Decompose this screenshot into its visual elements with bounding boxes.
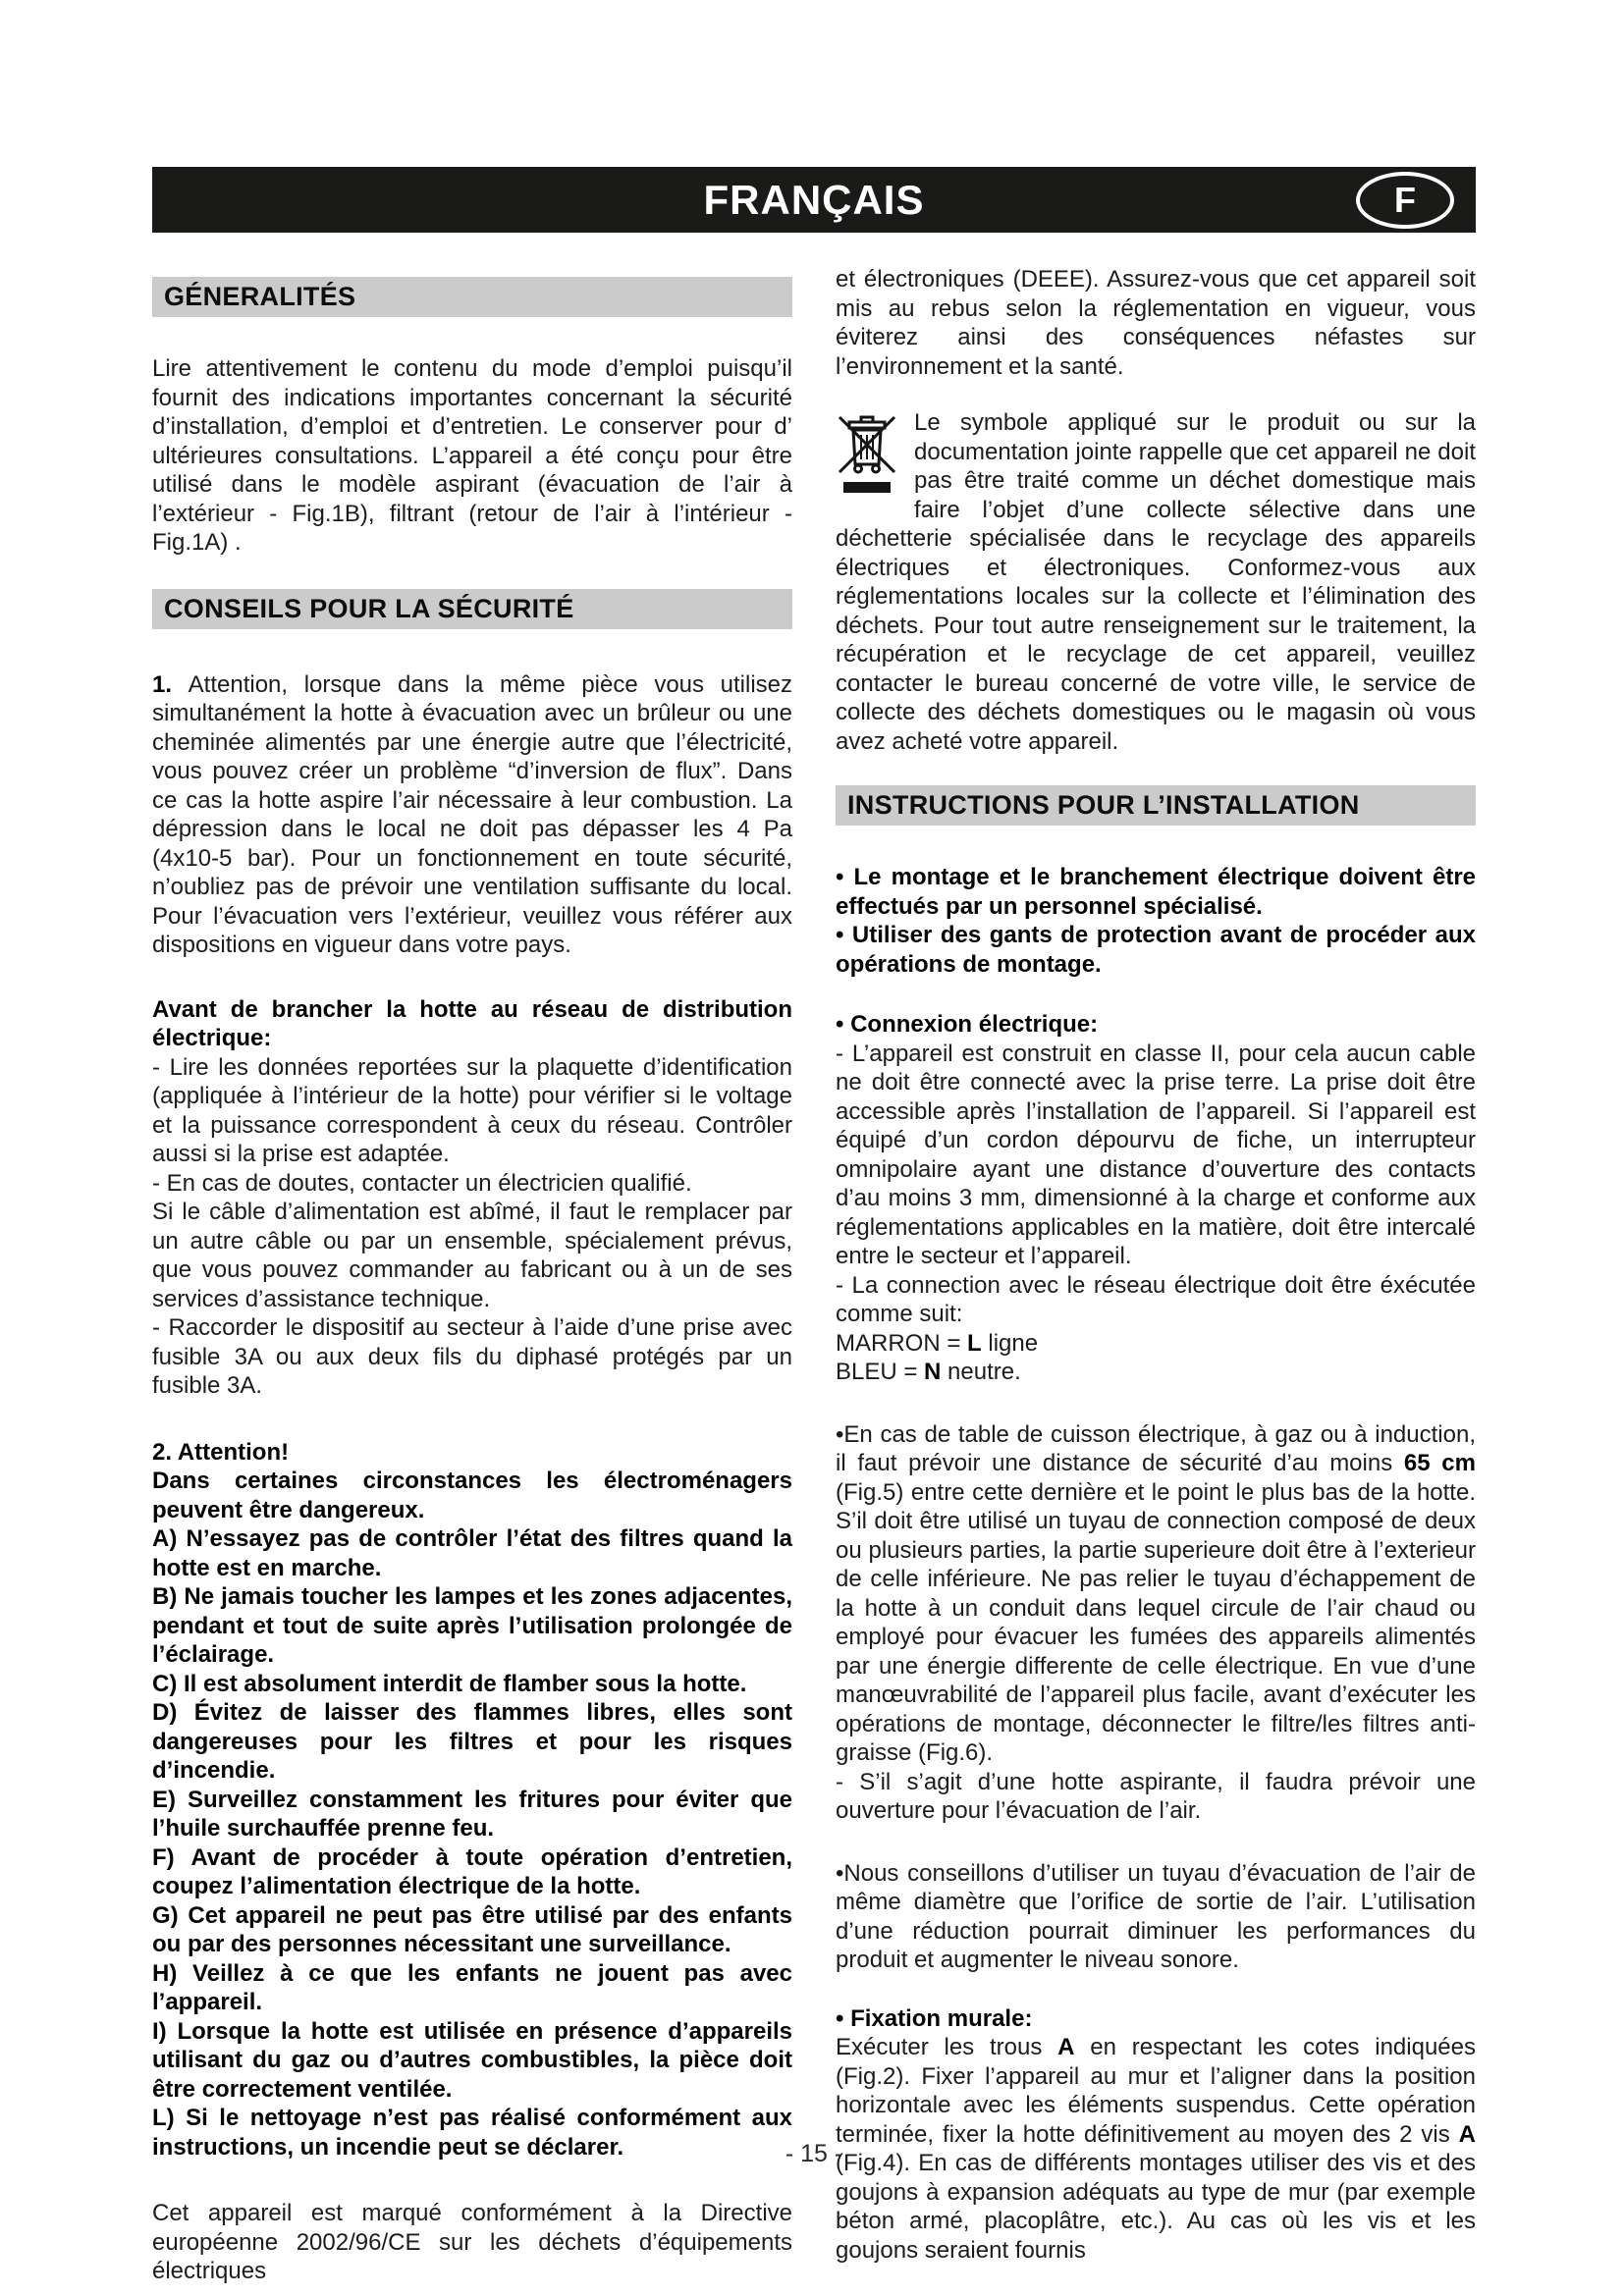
text-run: - La connection avec le réseau électrique doit être éxécutée comme suit: <box>836 1271 1476 1327</box>
text-run: (Fig.4). En cas de différents montages utiliser des vis et des goujons à expansion adéquats au type de mur (par exemple béton armé, placoplâtre, etc.). Au cas où les vis et les goujons seraient fournis <box>836 2150 1476 2264</box>
text-run: •Nous conseillons d’utiliser un tuyau d’évacuation de l’air de même diamètre que l’orifice de sortie de l’air. L’utilisation d’une réduction pourrait diminuer les performances du produit et augmenter le niveau sonore. <box>836 1859 1476 1973</box>
bold-text-run: Dans certaines circonstances les électroménagers peuvent être dangereux. <box>152 1468 792 1523</box>
paragraph <box>152 2017 792 2105</box>
text-run: ligne <box>981 1329 1039 1357</box>
bold-text-run: D) Évitez de laisser des flammes libres, elles sont dangereuses pour les filtres et pour les risques d’incendie. <box>152 1699 792 1784</box>
text-run: Exécuter les trous <box>836 2034 1058 2060</box>
text-run: - Raccorder le dispositif au secteur à l’aide d’une prise avec fusible 3A ou aux deux fils du diphasé protégés par un fusible 3A. <box>152 1314 792 1399</box>
paragraph <box>152 2199 792 2286</box>
paragraph <box>152 1053 792 1169</box>
text-run: MARRON = <box>836 1329 968 1357</box>
paragraph <box>836 1010 1476 1040</box>
bold-text-run: Avant de brancher la hotte au réseau de distribution électrique: <box>152 995 792 1051</box>
weee-crossed-bin-icon <box>836 413 898 507</box>
text-run: CONSEILS POUR LA SÉCURITÉ <box>164 593 574 623</box>
text-run: •En cas de table de cuisson électrique, à gaz ou à induction, il faut prévoir une distance de sécurité d’au moins <box>836 1420 1476 1476</box>
bold-text-run: • Le montage et le branchement électrique doivent être effectués par un personnel spécialisé. <box>836 864 1476 920</box>
text-run: Cet appareil est marqué conformément à la Directive européenne 2002/96/CE sur les déchets d’équipements électriques <box>152 2200 792 2284</box>
paragraph <box>152 1901 792 1959</box>
bold-text-run: L) Si le nettoyage n’est pas réalisé conformément aux instructions, un incendie peut se déclarer. <box>152 2105 792 2161</box>
bold-text-run: A) N’essayez pas de contrôler l’état des filtres quand la hotte est en marche. <box>152 1525 792 1581</box>
language-header-bar <box>152 167 1476 233</box>
section-heading <box>152 277 792 317</box>
paragraph <box>152 1582 792 1670</box>
text-run: - En cas de doutes, contacter un électricien qualifié. <box>152 1169 692 1197</box>
bold-text-run: B) Ne jamais toucher les lampes et les zones adjacentes, pendant et tout de suite après l’utilisation prolongée de l’éclairage. <box>152 1583 792 1668</box>
paragraph <box>152 1959 792 2017</box>
bold-text-run: L <box>967 1329 982 1357</box>
bold-text-run: N <box>924 1359 942 1385</box>
paragraph <box>152 1843 792 1901</box>
paragraph <box>836 408 1476 756</box>
paragraph <box>152 670 792 960</box>
text-run: en respectant les cotes indiquées (Fig.2). Fixer l’appareil au mur et l’aligner dans la position horizontale avec les éléments suspendus. Cette opération terminée, fixer la hotte définitivement au moyen des 2 vis <box>836 2034 1476 2148</box>
language-f-badge <box>1356 172 1454 229</box>
text-run: - S’il s’agit d’une hotte aspirante, il faudra prévoir une ouverture pour l’évacuation de l’air. <box>836 1768 1476 1824</box>
paragraph <box>836 1271 1476 1329</box>
page-footer <box>152 2140 1476 2168</box>
paragraph <box>152 1467 792 1524</box>
left-column <box>152 263 792 2286</box>
paragraph <box>152 1198 792 1313</box>
paragraph <box>152 354 792 558</box>
section-heading <box>836 785 1476 826</box>
bold-text-run: E) Surveillez constamment les fritures pour éviter que l’huile surchauffée prenne feu. <box>152 1786 792 1842</box>
paragraph <box>836 265 1476 381</box>
page-title: FRANÇAIS <box>703 176 925 223</box>
text-run: BLEU = <box>836 1359 925 1385</box>
bold-text-run: • Connexion électrique: <box>836 1011 1099 1038</box>
bold-text-run: 2. Attention! <box>152 1438 290 1466</box>
right-column <box>836 263 1476 2265</box>
language-f-badge-letter: F <box>1394 179 1416 220</box>
paragraph <box>836 2004 1476 2034</box>
paragraph <box>836 1420 1476 1768</box>
text-run: Si le câble d’alimentation est abîmé, il faut le remplacer par un autre câble ou par un ensemble, spécialement prévus, que vous pouvez commander au fabricant ou à un de ses services d’assistance technique. <box>152 1199 792 1312</box>
text-run: - Lire les données reportées sur la plaquette d’identification (appliquée à l’intérieur de la hotte) pour vérifier si le voltage et la puissance correspondent à ceux du réseau. Contrôler aussi si la prise est adaptée. <box>152 1053 792 1167</box>
paragraph <box>836 921 1476 979</box>
bold-text-run: H) Veillez à ce que les enfants ne jouent pas avec l’appareil. <box>152 1959 792 2015</box>
paragraph <box>836 1859 1476 1975</box>
text-run: Lire attentivement le contenu du mode d’emploi puisqu’il fournit des indications importantes concernant la sécurité d’installation, d’emploi et d’entretien. Le conserver pour d’ ultérieures consultations. L’appareil a été conçu pour être utilisé dans le modèle aspirant (évacuation de l’air à l’extérieur - Fig.1B), filtrant (retour de l’air à l’intérieur - Fig.1A) . <box>152 355 792 556</box>
bold-text-run: I) Lorsque la hotte est utilisée en présence d’appareils utilisant du gaz ou d’autres combustibles, la pièce doit être correctement ventilée. <box>152 2017 792 2103</box>
text-run: (Fig.5) entre cette dernière et le point le plus bas de la hotte. S’il doit être utilisé un tuyau de connection composé de deux ou plusieurs parties, la partie superieure doit être à l’exterieur de celle inférieure. Ne pas relier le tuyau d’échappement de la hotte à un conduit dans lequel circule de l’air chaud ou employé pour évacuer les fumées des appareils alimentés par une énergie differente de celle électrique. En vue d’une manœuvrabilité de l’appareil plus facile, avant d’exécuter les opérations de montage, déconnecter le filtre/les filtres anti-graisse (Fig.6). <box>836 1478 1476 1766</box>
bold-text-run: • Fixation murale: <box>836 2004 1033 2032</box>
paragraph <box>836 863 1476 921</box>
paragraph <box>836 1358 1476 1387</box>
paragraph <box>836 1329 1476 1359</box>
bold-text-run: 65 cm <box>1403 1450 1476 1476</box>
bold-text-run: C) Il est absolument interdit de flamber sous la hotte. <box>152 1670 747 1697</box>
text-run: neutre. <box>941 1359 1021 1385</box>
text-run: GÉNERALITÉS <box>164 282 356 311</box>
bold-text-run: A <box>1057 2034 1075 2060</box>
paragraph <box>152 1670 792 1699</box>
page-number: - 15 - <box>785 2140 843 2167</box>
paragraph <box>152 1698 792 1786</box>
section-heading <box>152 589 792 629</box>
text-run: et électroniques (DEEE). Assurez-vous que cet appareil soit mis au rebus selon la réglementation en vigueur, vous éviterez ainsi des conséquences néfastes sur l’environnement et la santé. <box>836 266 1476 380</box>
paragraph <box>836 1040 1476 1271</box>
two-column-layout <box>152 263 1476 2286</box>
paragraph <box>152 1169 792 1199</box>
paragraph <box>836 1768 1476 1826</box>
bold-text-run: G) Cet appareil ne peut pas être utilisé par des enfants ou par des personnes nécessitant une surveillance. <box>152 1901 792 1957</box>
text-run: Le symbole appliqué sur le produit ou sur la documentation jointe rappelle que cet appareil ne doit pas être traité comme un déchet domestique mais faire l’objet d’une collecte sélective dans une déchetterie spécialisée dans le recyclage des appareils électriques et électroniques. Conformez-vous aux réglementations locales sur la collecte et l’élimination des déchets. Pour tout autre renseignement sur le traitement, la récupération et le recyclage de cet appareil, veuillez contacter le bureau concerné de votre ville, le service de collecte des déchets domestiques ou le magasin où vous avez acheté votre appareil. <box>836 409 1476 755</box>
bold-text-run: F) Avant de procéder à toute opération d’entretien, coupez l’alimentation électrique de la hotte. <box>152 1843 792 1899</box>
text-run: Attention, lorsque dans la même pièce vous utilisez simultanément la hotte à évacuation avec un brûleur ou une cheminée alimentés par une énergie autre que l’électricité, vous pouvez créer un problème “d’inversion de flux”. Dans ce cas la hotte aspire l’air nécessaire à leur combustion. La dépression dans le local ne doit pas dépasser les 4 Pa (4x10-5 bar). Pour un fonctionnement en toute sécurité, n’oubliez pas de prévoir une ventilation suffisante du local. Pour l’évacuation vers l’extérieur, veuillez vous référer aux dispositions en vigueur dans votre pays. <box>152 670 793 958</box>
paragraph <box>152 1524 792 1582</box>
paragraph <box>152 995 792 1053</box>
paragraph <box>152 1786 792 1843</box>
text-run: - L’appareil est construit en classe II, pour cela aucun cable ne doit être connecté avec la prise terre. La prise doit être accessible après l’installation de l’appareil. Si l’appareil est équipé d’un cordon dépourvu de fiche, un interrupteur omnipolaire ayant une distance d’ouverture des contacts d’au moins 3 mm, dimensionné à la charge et conforme aux réglementations applicables en la matière, doit être intercalé entre le secteur et l’appareil. <box>836 1040 1476 1269</box>
bold-text-run: • Utiliser des gants de protection avant de procéder aux opérations de montage. <box>836 922 1476 978</box>
paragraph <box>152 1313 792 1401</box>
paragraph <box>152 1438 792 1468</box>
bold-text-run: A <box>1458 2120 1476 2148</box>
bold-text-run: 1. <box>152 670 189 698</box>
text-run: INSTRUCTIONS POUR L’INSTALLATION <box>847 790 1360 820</box>
